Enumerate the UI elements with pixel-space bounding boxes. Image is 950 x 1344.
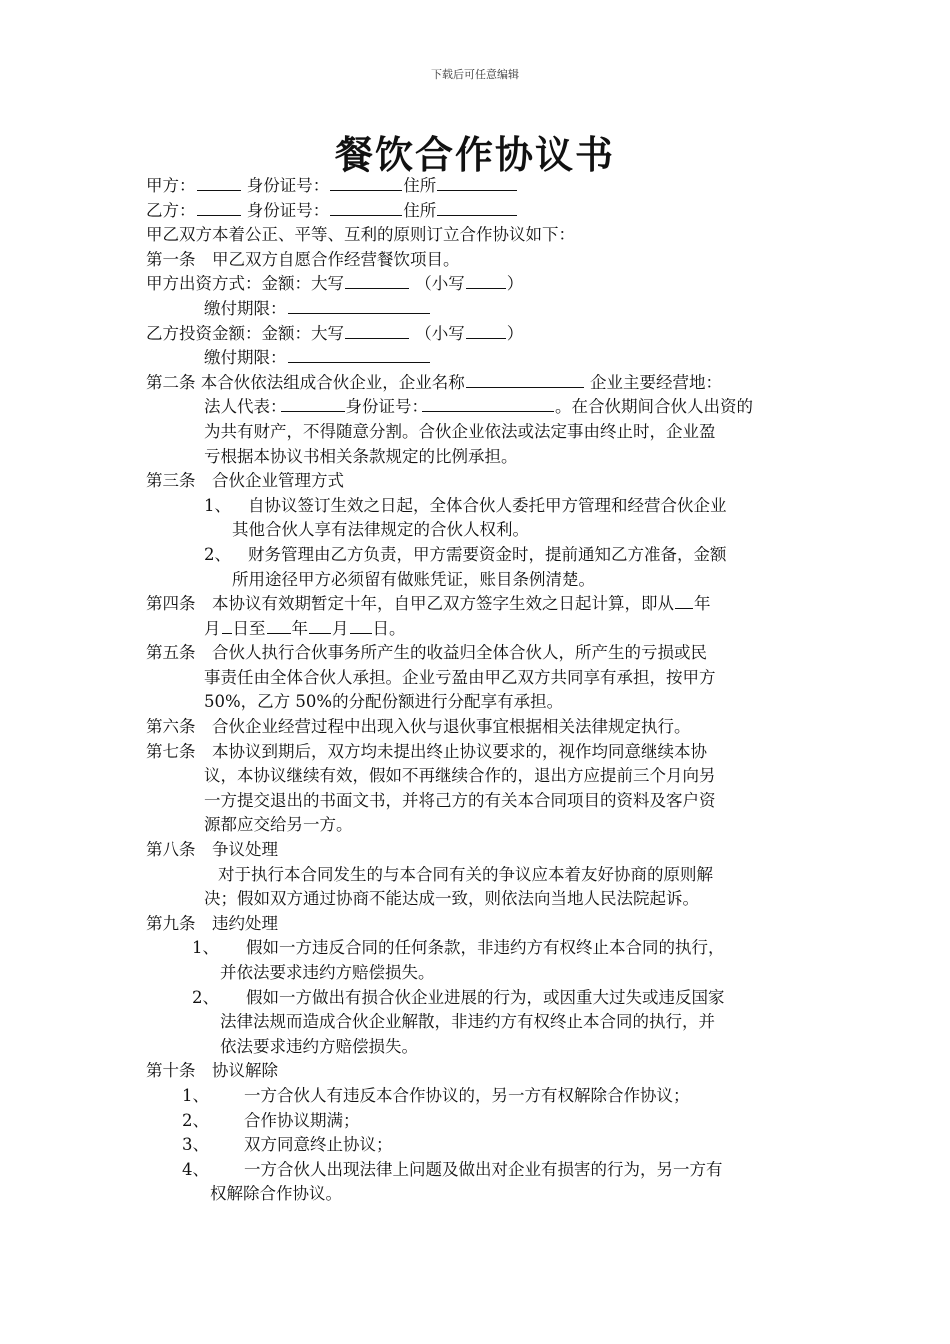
document-body: [146, 174, 806, 1207]
intro-line: 甲乙双方本着公正、平等、互利的原则订立合作协议如下：: [146, 225, 575, 245]
article-5: 第五条 合伙人执行合伙事务所产生的收益归全体合伙人，所产生的亏损或民 事责任由全体合伙人承担。企业亏盈由甲乙双方共同享有承担，按甲方 50%，乙方 50%的分配份额进行分配享有承担。: [146, 643, 716, 712]
article-6: 第六条 合伙企业经营过程中出现入伙与退伙事宜根据相关法律规定执行。: [146, 717, 691, 737]
article-7: 第七条 本协议到期后，双方均未提出终止协议要求的，视作均同意继续本协 议，本协议继续有效，假如不再继续合作的，退出方应提前三个月向另 一方提交退出的书面文书，并将己方的有关本合同项目的资料及客户资 源都应交给另一方。: [146, 741, 716, 835]
party-b-name-blank[interactable]: [197, 199, 241, 216]
party-a-name-blank[interactable]: [197, 174, 241, 191]
article-1: 第一条 甲乙双方自愿合作经营餐饮项目。: [146, 249, 460, 269]
party-a-due-date: 缴付期限：: [146, 297, 806, 322]
party-a-id-blank[interactable]: [330, 174, 402, 191]
party-b-line: 乙方： 身份证号： 住所: [146, 199, 806, 224]
party-a-address-blank[interactable]: [437, 174, 517, 191]
article-2: 第二条 本合伙依法组成合伙企业，企业名称 企业主要经营地： 法人代表： 身份证号： 。在合伙期间合伙人出资的 为共有财产，不得随意分割。合伙企业依法或法定事由终止时，企业盈 亏根据本协议书相关条款规定的比例承担。: [146, 372, 753, 466]
company-name-blank[interactable]: [466, 371, 584, 388]
document-title: 餐饮合作协议书: [334, 132, 615, 177]
article-4: 第四条 本协议有效期暂定十年，自甲乙双方签字生效之日起计算，即从 年 月 日至 年 月 日。: [146, 594, 711, 638]
start-month-blank[interactable]: [222, 617, 232, 634]
party-b-investment: 乙方投资金额：金额：大写 （小写 ）: [146, 323, 524, 343]
start-year-blank[interactable]: [675, 592, 693, 609]
end-year-blank[interactable]: [267, 617, 291, 634]
party-b-due-blank[interactable]: [288, 346, 430, 363]
article-9: 第九条 违约处理 1、 假如一方违反合同的任何条款，非违约方有权终止本合同的执行， 并依法要求违约方赔偿损失。 2、 假如一方做出有损合伙企业进展的行为，或因重大过失或违反国家 法律法规而造成合伙企业解散，非违约方有权终止本合同的执行，并 依法要求违约方赔偿损失。: [146, 913, 725, 1056]
article-10: 第十条 协议解除 1、 一方合伙人有违反本合作协议的，另一方有权解除合作协议； 2、 合作协议期满； 3、 双方同意终止协议； 4、 一方合伙人出现法律上问题及做出对企业有损害的行为，另一方有 权解除合作协议。: [146, 1061, 723, 1204]
legal-rep-id-blank[interactable]: [422, 395, 554, 412]
end-day-blank[interactable]: [350, 617, 372, 634]
party-b-address-blank[interactable]: [437, 199, 517, 216]
article-8: 第八条 争议处理 对于执行本合同发生的与本合同有关的争议应本着友好协商的原则解 决；假如双方通过协商不能达成一致，则依法向当地人民法院起诉。: [146, 840, 713, 909]
party-b-amount-figures-blank[interactable]: [466, 322, 506, 339]
party-a-amount-caps-blank[interactable]: [345, 272, 409, 289]
party-a-investment: 甲方出资方式：金额：大写 （小写 ）: [146, 274, 524, 294]
legal-rep-blank[interactable]: [281, 395, 345, 412]
party-a-line: 甲方： 身份证号： 住所: [146, 174, 806, 199]
end-month-blank[interactable]: [309, 617, 331, 634]
article-3: 第三条 合伙企业管理方式 1、 自协议签订生效之日起，全体合伙人委托甲方管理和经营合伙企业 其他合伙人享有法律规定的合伙人权利。 2、 财务管理由乙方负责，甲方需要资金时，提前通知乙方准备，金额 所用途径甲方必须留有做账凭证，账目条例清楚。: [146, 471, 727, 589]
party-a-amount-figures-blank[interactable]: [466, 272, 506, 289]
party-a-due-blank[interactable]: [288, 297, 430, 314]
page-header-note: 下载后可任意编辑: [431, 68, 519, 81]
party-b-due-date: 缴付期限：: [146, 346, 806, 371]
party-b-id-blank[interactable]: [330, 199, 402, 216]
party-b-amount-caps-blank[interactable]: [345, 322, 409, 339]
